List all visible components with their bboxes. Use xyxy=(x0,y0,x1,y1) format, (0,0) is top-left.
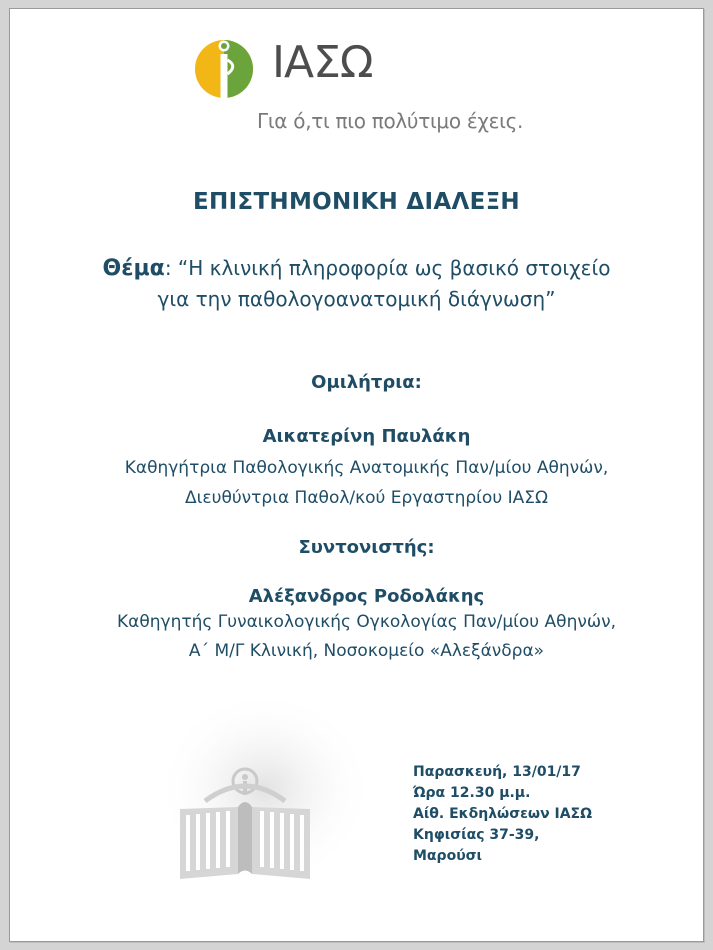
subject-separator: : xyxy=(164,256,172,280)
speaker-title-1: Καθηγήτρια Παθολογικής Ανατομικής Παν/μίου Αθηνών, xyxy=(124,458,609,478)
event-address: Κηφισίας 37-39, xyxy=(413,827,540,843)
event-title: ΕΠΙΣΤΗΜΟΝΙΚΗ ΔΙΑΛΕΞΗ xyxy=(193,189,520,215)
speaker-name: Αικατερίνη Παυλάκη xyxy=(262,426,471,447)
moderator-role: Συντονιστής: xyxy=(298,537,435,558)
event-city: Μαρούσι xyxy=(413,848,483,864)
subject-label: Θέμα xyxy=(102,256,165,281)
subject-block xyxy=(9,253,704,314)
event-details xyxy=(413,762,592,867)
event-time: Ώρα 12.30 μ.μ. xyxy=(413,785,531,801)
subject-line-2: για την παθολογοανατομική διάγνωση” xyxy=(157,287,556,311)
open-book-icon xyxy=(150,689,390,929)
moderator-name: Αλέξανδρος Ροδολάκης xyxy=(248,586,485,607)
moderator-title-1: Καθηγητής Γυναικολογικής Ογκολογίας Παν/μίου Αθηνών, xyxy=(117,612,616,632)
moderator-title-2: Α΄ Μ/Γ Κλινική, Νοσοκομείο «Αλεξάνδρα» xyxy=(188,641,545,661)
subject-line-1 xyxy=(9,253,704,284)
logo-wordmark: ΙΑΣΩ xyxy=(272,37,373,88)
event-hall: Αίθ. Εκδηλώσεων ΙΑΣΩ xyxy=(413,806,593,822)
subject-text-1: “Η κλινική πληροφορία ως βασικό στοιχείο xyxy=(177,256,611,280)
logo-tagline: Για ό,τι πιο πολύτιμο έχεις. xyxy=(257,109,524,133)
speaker-title-2: Διευθύντρια Παθολ/κού Εργαστηρίου ΙΑΣΩ xyxy=(185,488,548,508)
speaker-role: Ομιλήτρια: xyxy=(311,372,422,393)
event-date: Παρασκευή, 13/01/17 xyxy=(413,764,581,780)
flyer-page xyxy=(9,8,704,942)
